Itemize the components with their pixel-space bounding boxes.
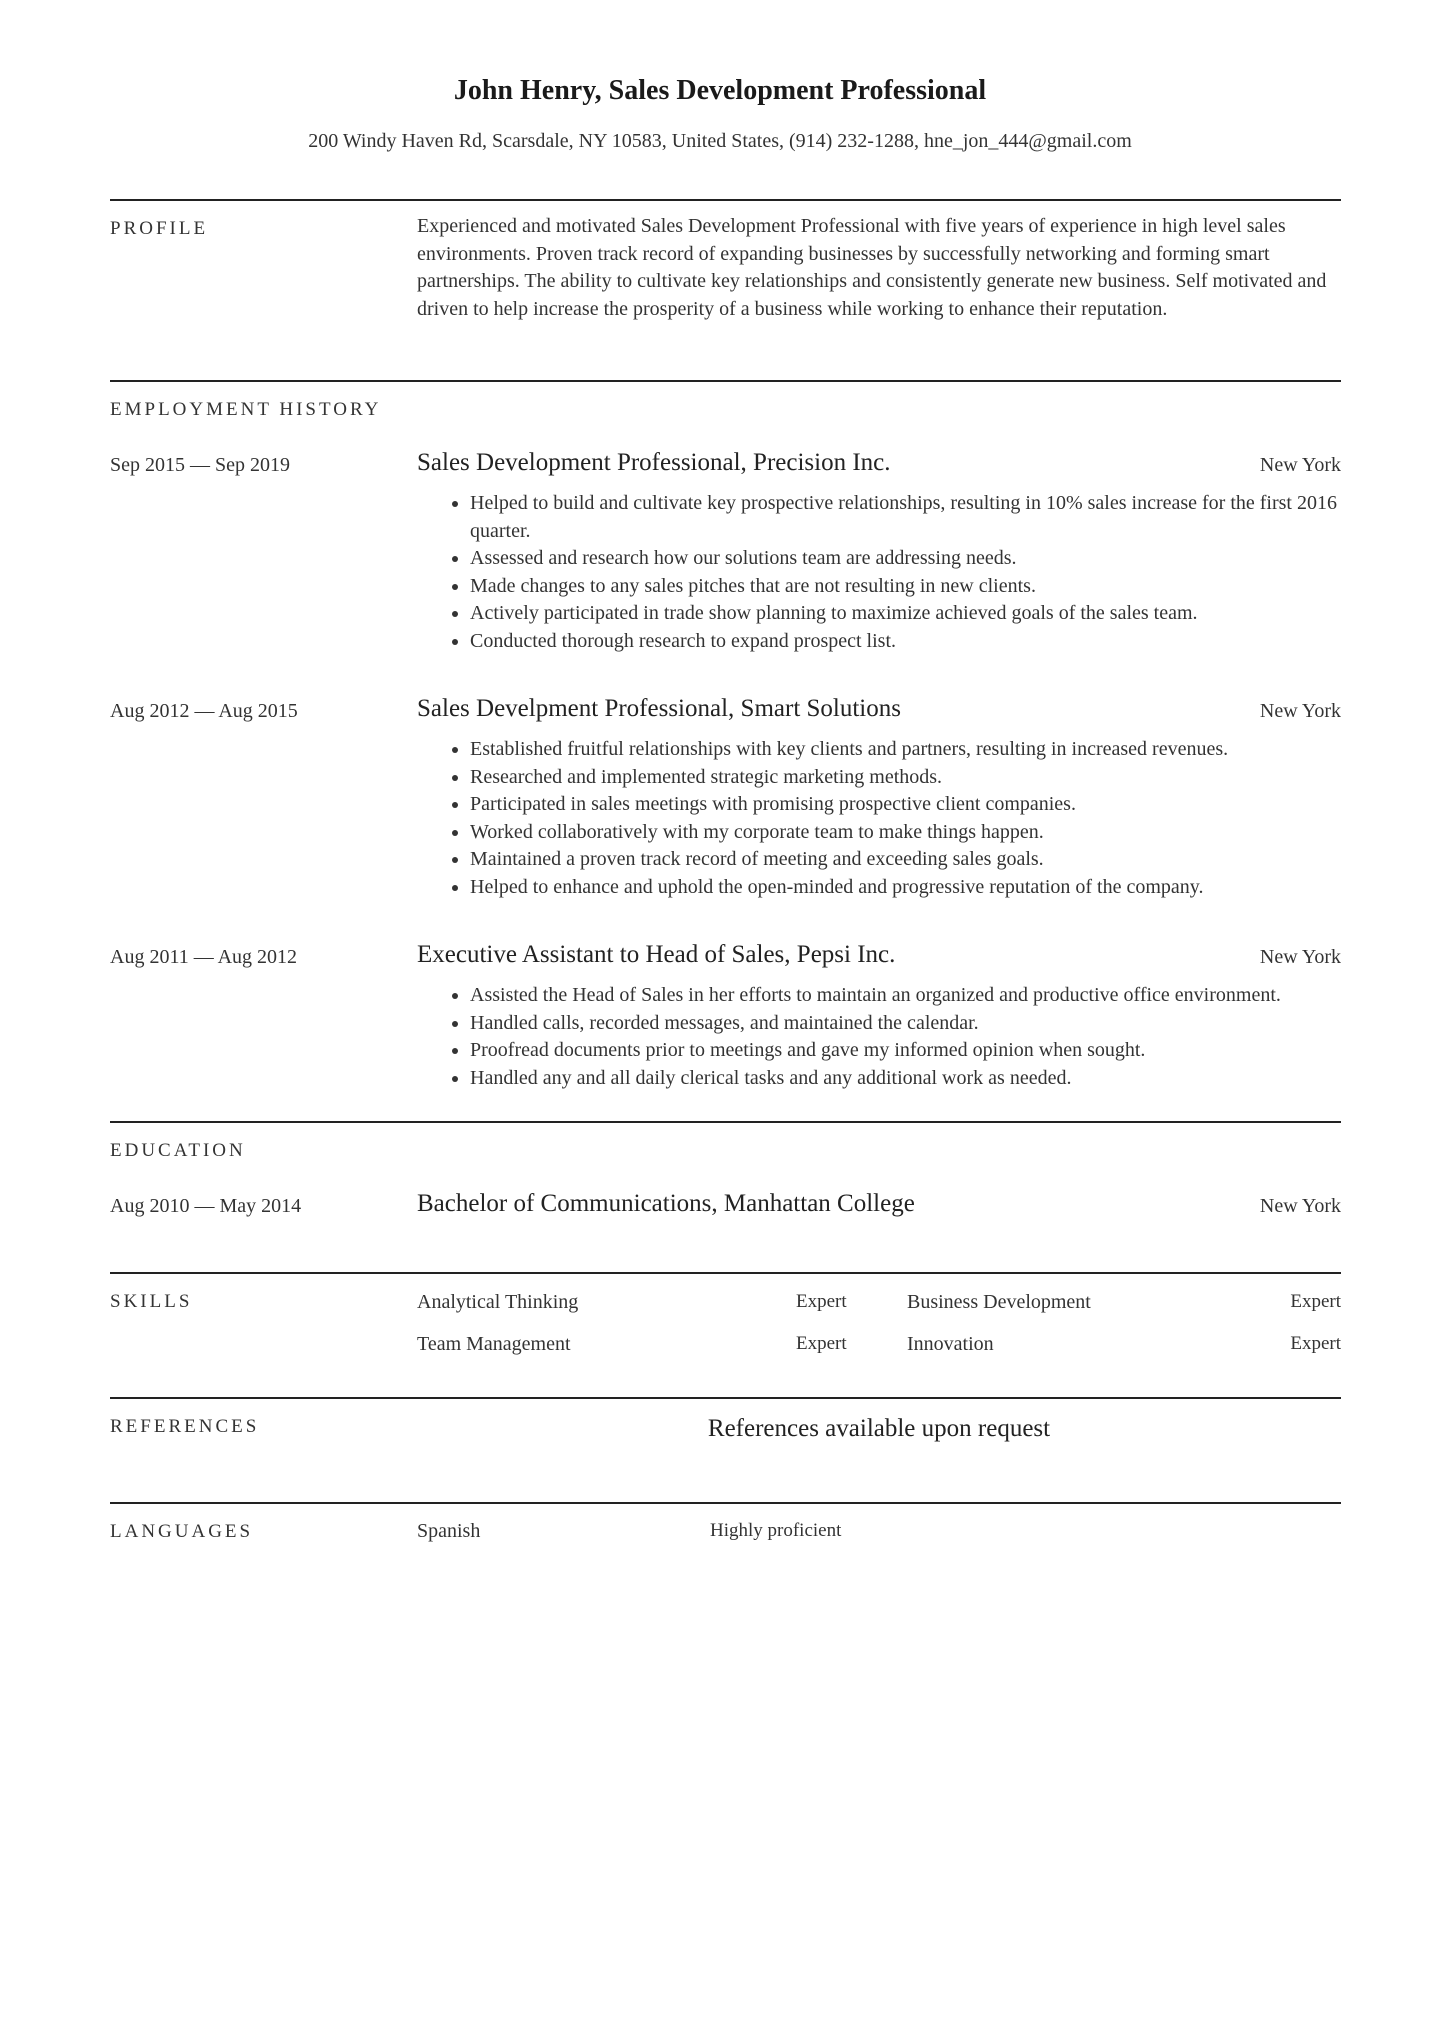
job-title: Executive Assistant to Head of Sales, Pepsi Inc. bbox=[417, 941, 896, 968]
skill-name: Team Management bbox=[417, 1333, 571, 1355]
job-dates: Aug 2012 — Aug 2015 bbox=[110, 700, 298, 722]
job-entry bbox=[110, 446, 1341, 652]
education-heading: EDUCATION bbox=[110, 1140, 246, 1161]
job-bullet: • Proofread documents prior to meetings and gave my informed opinion when sought. bbox=[470, 1037, 1341, 1065]
job-bullet: • Established fruitful relationships with key clients and partners, resulting in increased revenues. bbox=[470, 736, 1341, 764]
skills-section bbox=[110, 1272, 1341, 1398]
skill-name: Analytical Thinking bbox=[417, 1291, 579, 1313]
job-title: Sales Development Professional, Precision Inc. bbox=[417, 449, 891, 476]
references-section bbox=[110, 1397, 1341, 1503]
job-bullets bbox=[417, 736, 1341, 901]
resume-header bbox=[0, 0, 1440, 154]
job-bullet: • Participated in sales meetings with promising prospective client companies. bbox=[470, 791, 1341, 819]
references-text: References available upon request bbox=[707, 1415, 1051, 1442]
profile-heading: PROFILE bbox=[110, 218, 209, 239]
languages-heading: LANGUAGES bbox=[110, 1521, 254, 1542]
job-city: New York bbox=[1259, 946, 1341, 968]
job-city: New York bbox=[1259, 700, 1341, 722]
job-dates: Sep 2015 — Sep 2019 bbox=[110, 454, 290, 476]
candidate-name: John Henry, Sales Development Professional bbox=[453, 75, 987, 106]
education-degree: Bachelor of Communications, Manhattan College bbox=[417, 1190, 915, 1217]
skills-heading: SKILLS bbox=[110, 1291, 193, 1312]
education-section bbox=[110, 1121, 1341, 1273]
job-dates: Aug 2011 — Aug 2012 bbox=[110, 946, 298, 968]
job-title: Sales Develpment Professional, Smart Solutions bbox=[417, 695, 901, 722]
language-name: Spanish bbox=[417, 1520, 481, 1542]
skill-name: Innovation bbox=[907, 1333, 994, 1355]
skill-level: Expert bbox=[796, 1333, 847, 1354]
job-entry bbox=[110, 692, 1341, 898]
profile-section bbox=[110, 199, 1341, 381]
languages-section bbox=[110, 1502, 1341, 1584]
job-bullet: • Conducted thorough research to expand prospect list. bbox=[470, 628, 1341, 656]
employment-section bbox=[110, 380, 1341, 1122]
skill-level: Expert bbox=[1290, 1333, 1341, 1354]
skill-level: Expert bbox=[1290, 1291, 1341, 1312]
job-bullet: • Worked collaboratively with my corporate team to make things happen. bbox=[470, 819, 1341, 847]
job-bullets bbox=[417, 982, 1341, 1092]
education-dates: Aug 2010 — May 2014 bbox=[110, 1195, 302, 1217]
job-bullet: • Researched and implemented strategic marketing methods. bbox=[470, 764, 1341, 792]
job-bullet: • Actively participated in trade show planning to maximize achieved goals of the sales team. bbox=[470, 600, 1341, 628]
references-heading: REFERENCES bbox=[110, 1416, 260, 1437]
skill-level: Expert bbox=[796, 1291, 847, 1312]
profile-text: Experienced and motivated Sales Development Professional with five years of experience in high level sales environments. Proven track record of expanding businesses by successfully networking and forming smart partnerships. The ability to cultivate key relationships and consistently generate new business. Self motivated and driven to help increase the prosperity of a business while working to enhance their reputation. bbox=[417, 215, 1327, 320]
job-bullet: • Assisted the Head of Sales in her efforts to maintain an organized and productive office environment. bbox=[470, 982, 1341, 1010]
job-bullet: • Handled any and all daily clerical tasks and any additional work as needed. bbox=[470, 1065, 1341, 1093]
job-bullet: • Handled calls, recorded messages, and maintained the calendar. bbox=[470, 1010, 1341, 1038]
language-level: Highly proficient bbox=[710, 1520, 842, 1541]
contact-line: 200 Windy Haven Rd, Scarsdale, NY 10583, United States, (914) 232-1288, hne_jon_444@gmail.com bbox=[308, 130, 1132, 152]
job-bullet: • Helped to build and cultivate key prospective relationships, resulting in 10% sales increase for the first 2016 quarter. bbox=[470, 490, 1341, 545]
job-bullets bbox=[417, 490, 1341, 655]
job-bullet: • Assessed and research how our solutions team are addressing needs. bbox=[470, 545, 1341, 573]
education-city: New York bbox=[1259, 1195, 1341, 1217]
job-bullet: • Maintained a proven track record of meeting and exceeding sales goals. bbox=[470, 846, 1341, 874]
employment-heading: EMPLOYMENT HISTORY bbox=[110, 399, 382, 420]
job-bullet: • Made changes to any sales pitches that are not resulting in new clients. bbox=[470, 573, 1341, 601]
skill-name: Business Development bbox=[907, 1291, 1091, 1313]
job-entry bbox=[110, 938, 1341, 1138]
job-bullet: • Helped to enhance and uphold the open-minded and progressive reputation of the company. bbox=[470, 874, 1341, 902]
job-city: New York bbox=[1259, 454, 1341, 476]
